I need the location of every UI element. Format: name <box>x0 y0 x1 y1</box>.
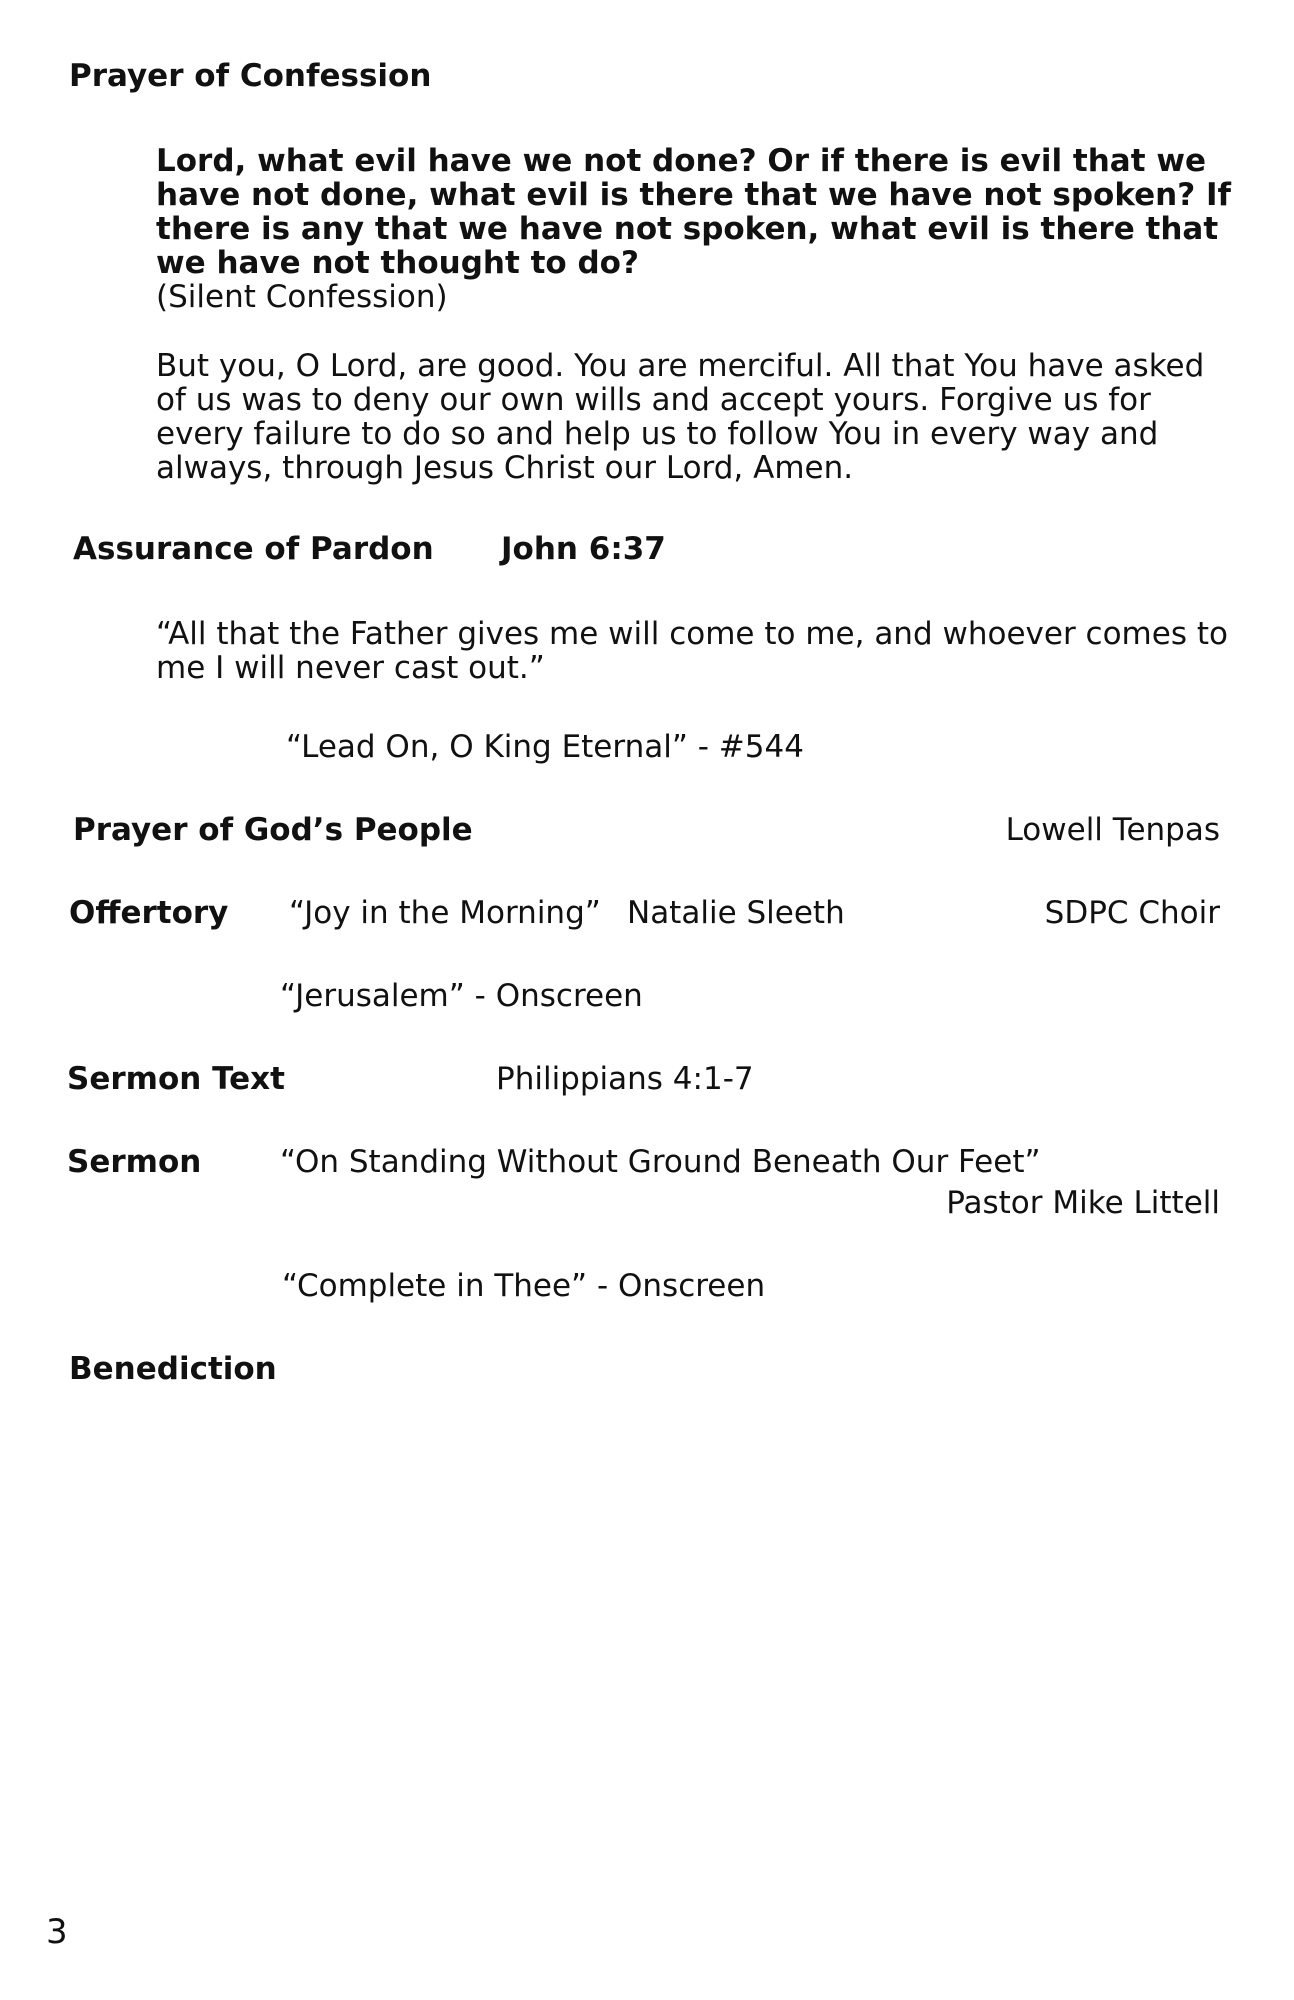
sermon-heading: Sermon <box>67 1144 202 1180</box>
prayer-of-confession-heading: Prayer of Confession <box>69 58 432 94</box>
assurance-scripture-reference: John 6:37 <box>501 531 666 567</box>
sermon-scripture-reference: Philippians 4:1-7 <box>496 1061 754 1097</box>
assurance-of-pardon-heading: Assurance of Pardon <box>73 531 434 567</box>
hymn-complete-in-thee: “Complete in Thee” - Onscreen <box>282 1268 766 1304</box>
silent-confession-note: (Silent Confession) <box>156 279 448 315</box>
offertory-composer: Natalie Sleeth <box>627 895 845 931</box>
confession-prayer-text: Lord, what evil have we not done? Or if there is evil that we have not done, what evil is there that we have not spoken? If there is any that we have not spoken, what evil is there that we have not thought to do? <box>156 143 1232 281</box>
sermon-title: “On Standing Without Ground Beneath Our Feet” <box>280 1144 1041 1180</box>
confession-response-text: But you, O Lord, are good. You are merciful. All that You have asked of us was to deny our own wills and accept yours. Forgive us for every failure to do so and help us to follow You in every way and always, through Jesus Christ our Lord, Amen. <box>156 348 1205 486</box>
prayer-leader-name: Lowell Tenpas <box>1005 812 1220 848</box>
page-number: 3 <box>46 1912 68 1952</box>
sermon-text-heading: Sermon Text <box>67 1061 285 1097</box>
offertory-title: “Joy in the Morning” <box>289 895 601 931</box>
assurance-scripture-quote: “All that the Father gives me will come to me, and whoever comes to me I will never cast out.” <box>156 616 1228 686</box>
prayer-of-gods-people-heading: Prayer of God’s People <box>73 812 473 848</box>
hymn-jerusalem: “Jerusalem” - Onscreen <box>280 978 643 1014</box>
benediction-heading: Benediction <box>69 1351 277 1387</box>
sermon-preacher: Pastor Mike Littell <box>946 1185 1220 1221</box>
hymn-lead-on: “Lead On, O King Eternal” - #544 <box>286 729 804 765</box>
offertory-heading: Offertory <box>69 895 229 931</box>
offertory-performer: SDPC Choir <box>1044 895 1220 931</box>
